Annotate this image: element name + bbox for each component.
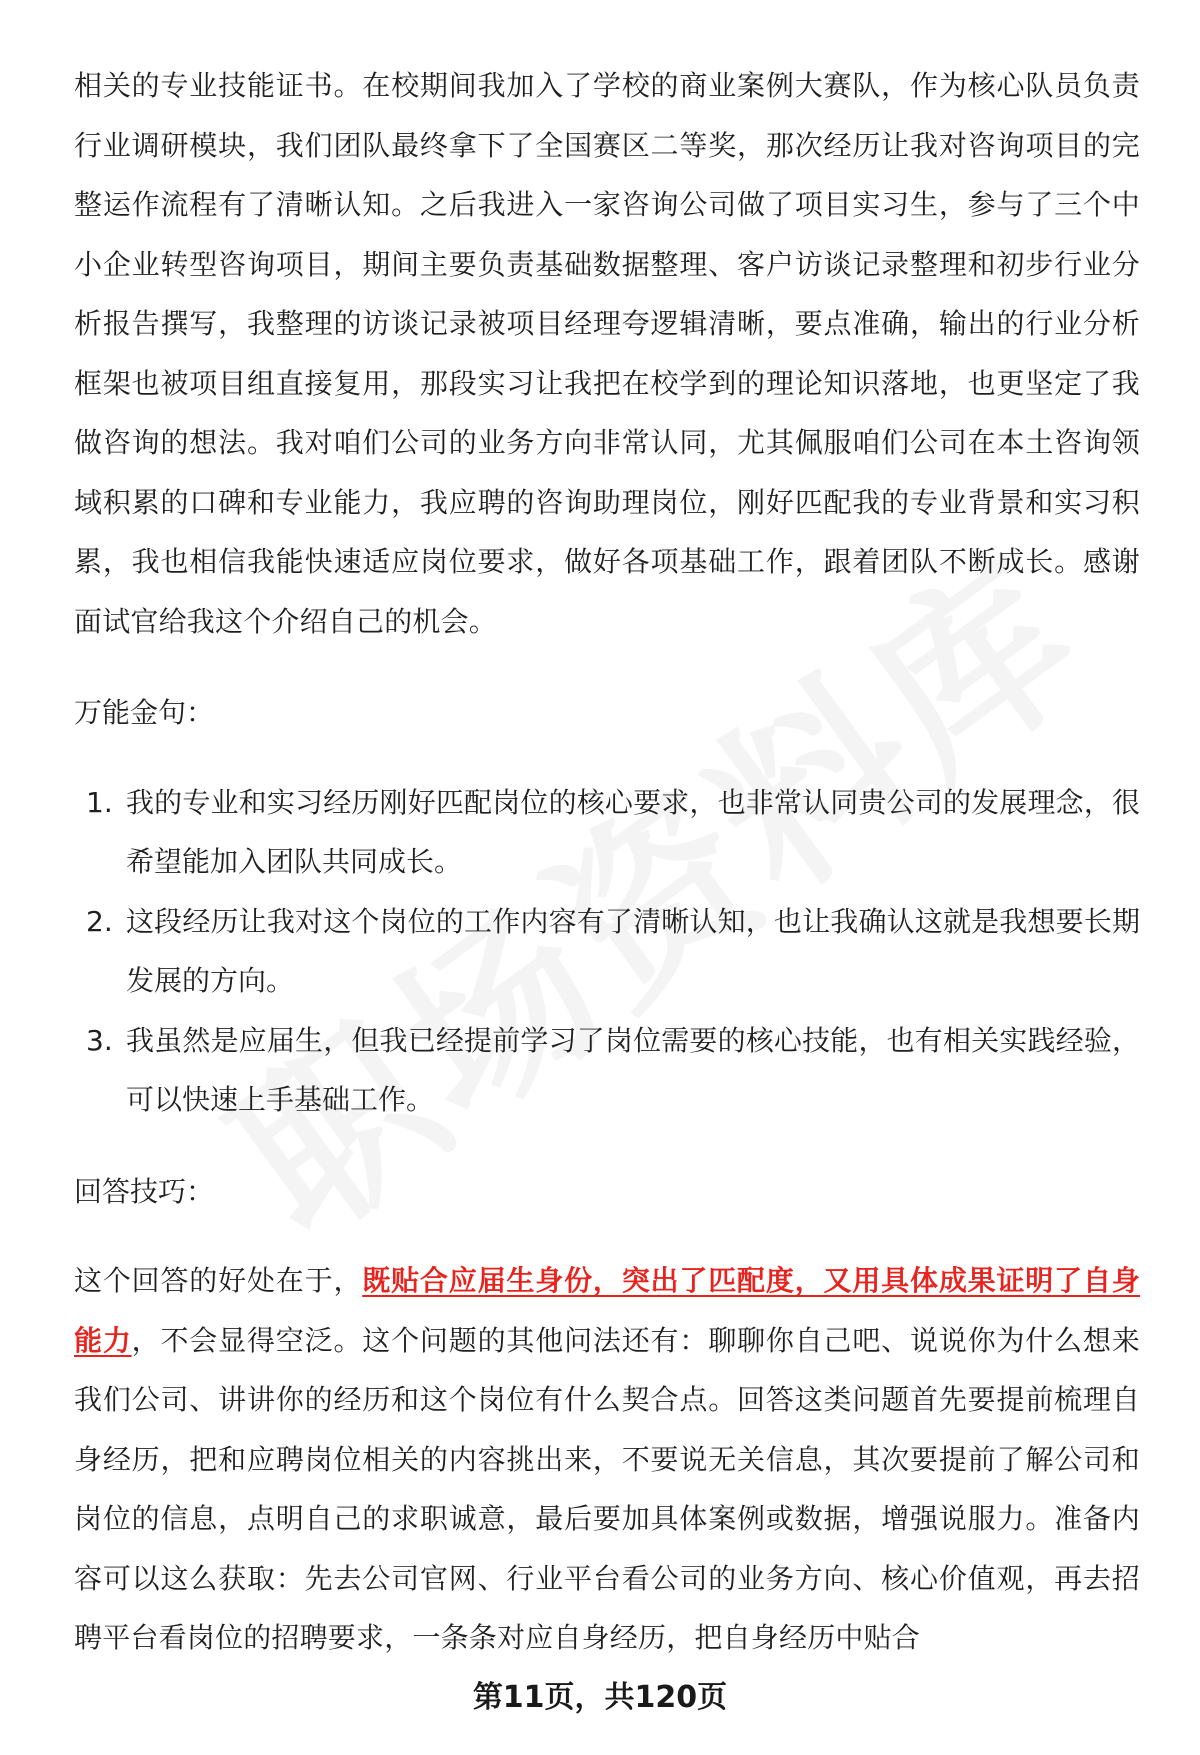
tips-paragraph [74,1251,1140,1668]
list-item [74,773,1140,892]
tips-rest: ，不会显得空泛。这个问题的其他问法还有：聊聊你自己吧、说说你为什么想来我们公司、讲讲你的经历和这个岗位有什么契合点。回答这类问题首先要提前梳理自身经历，把和应聘岗位相关的内容挑出来，不要说无关信息，其次要提前了解公司和岗位的信息，点明自己的求职诚意，最后要加具体案例或数据，增强说服力。准备内容可以这么获取：先去公司官网、行业平台看公司的业务方向、核心价值观，再去招聘平台看岗位的招聘要求，一条条对应自身经历，把自身经历中贴合 [74,1323,1140,1654]
list-item [74,892,1140,1011]
list-item [74,1011,1140,1130]
tips-emphasis: 既贴合应届生身份，突出了匹配度，又用具体成果证明了自身能力 [74,1264,1140,1357]
tips-lead: 这个回答的好处在于， [74,1264,363,1297]
intro-paragraph: 相关的专业技能证书。在校期间我加入了学校的商业案例大赛队，作为核心队员负责行业调研模块，我们团队最终拿下了全国赛区二等奖，那次经历让我对咨询项目的完整运作流程有了清晰认知。之后我进入一家咨询公司做了项目实习生，参与了三个中小企业转型咨询项目，期间主要负责基础数据整理、客户访谈记录整理和初步行业分析报告撰写，我整理的访谈记录被项目经理夸逻辑清晰，要点准确，输出的行业分析框架也被项目组直接复用，那段实习让我把在校学到的理论知识落地，也更坚定了我做咨询的想法。我对咱们公司的业务方向非常认同，尤其佩服咱们公司在本土咨询领域积累的口碑和专业能力，我应聘的咨询助理岗位，刚好匹配我的专业背景和实习积累，我也相信我能快速适应岗位要求，做好各项基础工作，跟着团队不断成长。感谢面试官给我这个介绍自己的机会。 [74,69,1140,638]
tips-heading: 回答技巧： [74,1174,215,1208]
golden-sentences-heading: 万能金句： [74,696,215,729]
list-item-number: 1. [86,785,113,819]
golden-sentences-list [74,773,1140,1130]
list-item-number: 3. [86,1023,113,1057]
list-item-text: 我的专业和实习经历刚好匹配岗位的核心要求，也非常认同贵公司的发展理念，很希望能加入团队共同成长。 [126,785,1140,878]
list-item-number: 2. [86,904,113,938]
page-number-footer: 第11页，共120页 [472,1680,728,1715]
document-content [74,56,1140,1668]
list-item-text: 我虽然是应届生，但我已经提前学习了岗位需要的核心技能，也有相关实践经验，可以快速上手基础工作。 [126,1023,1140,1116]
list-item-text: 这段经历让我对这个岗位的工作内容有了清晰认知，也让我确认这就是我想要长期发展的方向。 [126,904,1140,997]
